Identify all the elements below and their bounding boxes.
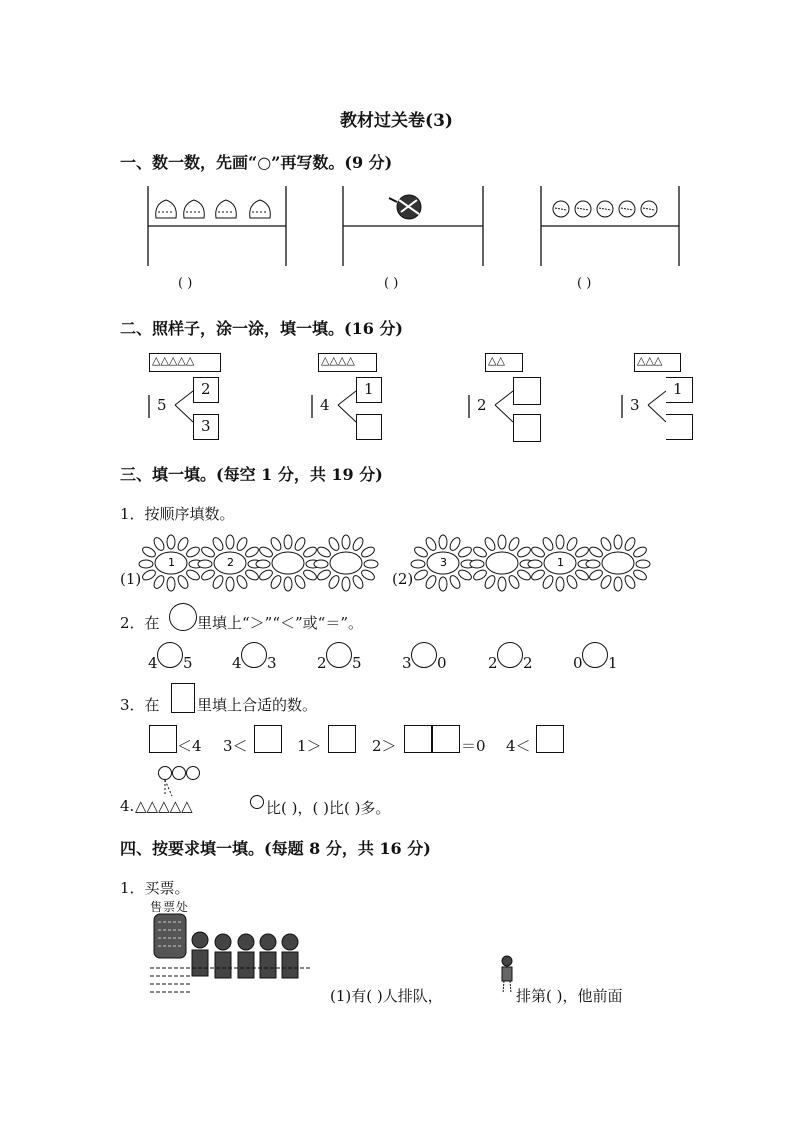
flower-8[interactable] (586, 535, 650, 591)
svg-text:2: 2 (227, 556, 234, 569)
part-box-1a[interactable]: 2 (193, 377, 219, 403)
svg-text:1: 1 (168, 556, 175, 569)
compare-row: 4 5 4 3 2 5 3 0 2 2 0 1 (148, 642, 648, 674)
triangle-box-3: △△ (485, 353, 523, 372)
circles-group (158, 766, 198, 800)
svg-text:3: 3 (440, 556, 447, 569)
flower-7[interactable] (528, 535, 592, 591)
s4-q1-text: 1．买票。 (120, 879, 190, 897)
compare-circle-4[interactable] (411, 642, 437, 668)
svg-text:1: 1 (557, 556, 564, 569)
triangle-box-2: △△△△ (318, 353, 377, 372)
flower-6[interactable] (470, 535, 534, 591)
ticket-queue-illustration (148, 912, 313, 997)
q4-triangles: △△△△△ (135, 797, 193, 815)
triangle-box-1: △△△△△ (149, 353, 221, 372)
total-2: 4 (320, 396, 330, 414)
flower-5[interactable] (411, 535, 475, 591)
compare-circle-1[interactable] (157, 642, 183, 668)
flower-1[interactable] (139, 535, 203, 591)
section-2-heading: 二、照样子，涂一涂，填一填。(16 分) (120, 319, 403, 338)
triangle-box-4: △△△ (634, 353, 681, 372)
fill-box-1[interactable] (149, 725, 177, 753)
part-box-1b[interactable]: 3 (193, 414, 219, 440)
fill-box-6[interactable] (536, 725, 564, 753)
fill-box-sample (171, 683, 195, 713)
q2-text-post: 里填上“＞”“＜”或“＝”。 (197, 614, 364, 632)
q1-text: 1．按顺序填数。 (120, 505, 235, 523)
fill-box-5[interactable] (432, 725, 460, 753)
answer-2[interactable]: ( ) (384, 276, 399, 291)
q3-text-post: 里填上合适的数。 (197, 696, 318, 714)
section-1-heading: 一、数一数，先画“○”再写数。(9 分) (120, 153, 393, 172)
s4-q1-line-a[interactable]: (1)有( )人排队， (330, 987, 443, 1005)
section-4-heading: 四、按要求填一填。(每题 8 分，共 16 分) (120, 839, 431, 858)
answer-1[interactable]: ( ) (178, 276, 193, 291)
q2-text-pre: 2．在 (120, 614, 160, 632)
person-icon (498, 955, 516, 999)
flower-3[interactable] (256, 535, 320, 591)
part-box-4a[interactable]: 1 (666, 377, 693, 403)
part-box-2a[interactable]: 1 (356, 377, 382, 403)
section-3-heading: 三、填一填。(每空 1 分，共 19 分) (120, 465, 383, 484)
page-title: 教材过关卷(3) (340, 111, 453, 131)
fill-box-2[interactable] (254, 725, 282, 753)
compare-circle-3[interactable] (326, 642, 352, 668)
ticket-sign: 售票处 (150, 900, 190, 914)
q1-label-2: (2) (392, 570, 414, 588)
compare-circle-5[interactable] (497, 642, 523, 668)
s4-q1-line-b[interactable]: 排第( )，他前面 (516, 987, 623, 1005)
total-1: 5 (157, 396, 167, 414)
answer-3[interactable]: ( ) (577, 276, 592, 291)
q4-text[interactable]: 比( )，( )比( )多。 (266, 799, 391, 817)
q1-label-1: (1) (120, 570, 142, 588)
compare-circle-sample (169, 603, 197, 631)
compare-circle-2[interactable] (241, 642, 267, 668)
q3-text-pre: 3．在 (120, 696, 160, 714)
flower-4[interactable] (314, 535, 378, 591)
flower-2[interactable] (198, 535, 262, 591)
total-4: 3 (630, 396, 640, 414)
circle-icon (250, 795, 264, 809)
fill-box-3[interactable] (328, 725, 356, 753)
total-3: 2 (477, 396, 487, 414)
fill-box-4[interactable] (404, 725, 432, 753)
q4-number: 4. (120, 797, 135, 815)
compare-circle-6[interactable] (582, 642, 608, 668)
